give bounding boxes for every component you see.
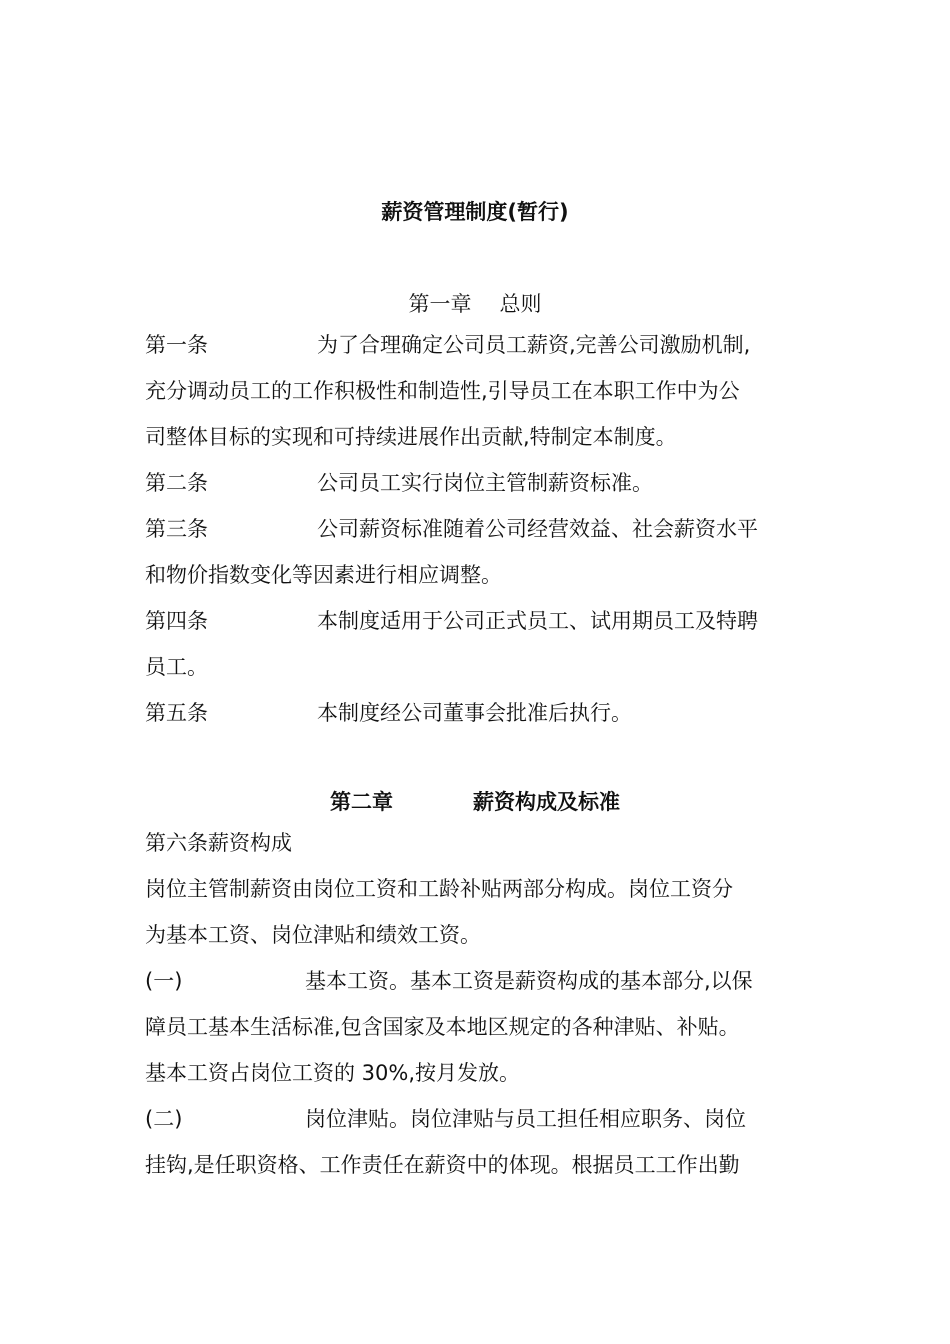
article-3 bbox=[145, 506, 810, 552]
article-6-heading: 第六条薪资构成 bbox=[145, 831, 292, 855]
item-2-first-line: 岗位津贴。岗位津贴与员工担任相应职务、岗位 bbox=[305, 1107, 746, 1131]
chapter-1-name: 总则 bbox=[499, 292, 542, 316]
item-2-line-2: 挂钩,是任职资格、工作责任在薪资中的体现。根据员工工作出勤 bbox=[145, 1153, 740, 1177]
item-2-label: (二) bbox=[145, 1107, 183, 1131]
article-2-label: 第二条 bbox=[145, 471, 208, 495]
article-4-label: 第四条 bbox=[145, 609, 208, 633]
article-1-line-2: 充分调动员工的工作积极性和制造性,引导员工在本职工作中为公 bbox=[145, 379, 740, 403]
article-1-label: 第一条 bbox=[145, 333, 208, 357]
chapter-1-body bbox=[145, 322, 810, 736]
article-6-line-1: 岗位主管制薪资由岗位工资和工龄补贴两部分构成。岗位工资分 bbox=[145, 877, 733, 901]
article-1-first-line: 为了合理确定公司员工薪资,完善公司激励机制, bbox=[317, 333, 751, 357]
item-1-line-2: 障员工基本生活标准,包含国家及本地区规定的各种津贴、补贴。 bbox=[145, 1015, 740, 1039]
item-2 bbox=[145, 1096, 810, 1142]
article-4 bbox=[145, 598, 810, 644]
article-4-first-line: 本制度适用于公司正式员工、试用期员工及特聘 bbox=[317, 609, 758, 633]
article-5 bbox=[145, 690, 810, 736]
item-1-first-line: 基本工资。基本工资是薪资构成的基本部分,以保 bbox=[305, 969, 753, 993]
chapter-1-number: 第一章 bbox=[408, 292, 472, 316]
article-5-first-line: 本制度经公司董事会批准后执行。 bbox=[317, 701, 632, 725]
article-6-line-2: 为基本工资、岗位津贴和绩效工资。 bbox=[145, 923, 481, 947]
article-1 bbox=[145, 322, 810, 368]
article-3-line-2: 和物价指数变化等因素进行相应调整。 bbox=[145, 563, 502, 587]
document-title: 薪资管理制度(暂行) bbox=[381, 200, 569, 224]
article-3-label: 第三条 bbox=[145, 517, 208, 541]
article-3-first-line: 公司薪资标准随着公司经营效益、社会薪资水平 bbox=[317, 517, 758, 541]
item-1-label: (一) bbox=[145, 969, 183, 993]
chapter-1-heading bbox=[0, 288, 950, 318]
article-2-first-line: 公司员工实行岗位主管制薪资标准。 bbox=[317, 471, 653, 495]
item-1 bbox=[145, 958, 810, 1004]
article-4-line-2: 员工。 bbox=[145, 655, 208, 679]
item-1-line-3: 基本工资占岗位工资的 30%,按月发放。 bbox=[145, 1061, 521, 1085]
article-2 bbox=[145, 460, 810, 506]
chapter-2-number: 第二章 bbox=[330, 790, 393, 814]
chapter-2-heading bbox=[0, 786, 950, 816]
article-5-label: 第五条 bbox=[145, 701, 208, 725]
article-1-line-3: 司整体目标的实现和可持续进展作出贡献,特制定本制度。 bbox=[145, 425, 677, 449]
chapter-2-body bbox=[145, 820, 810, 1188]
chapter-2-name: 薪资构成及标准 bbox=[473, 790, 620, 814]
